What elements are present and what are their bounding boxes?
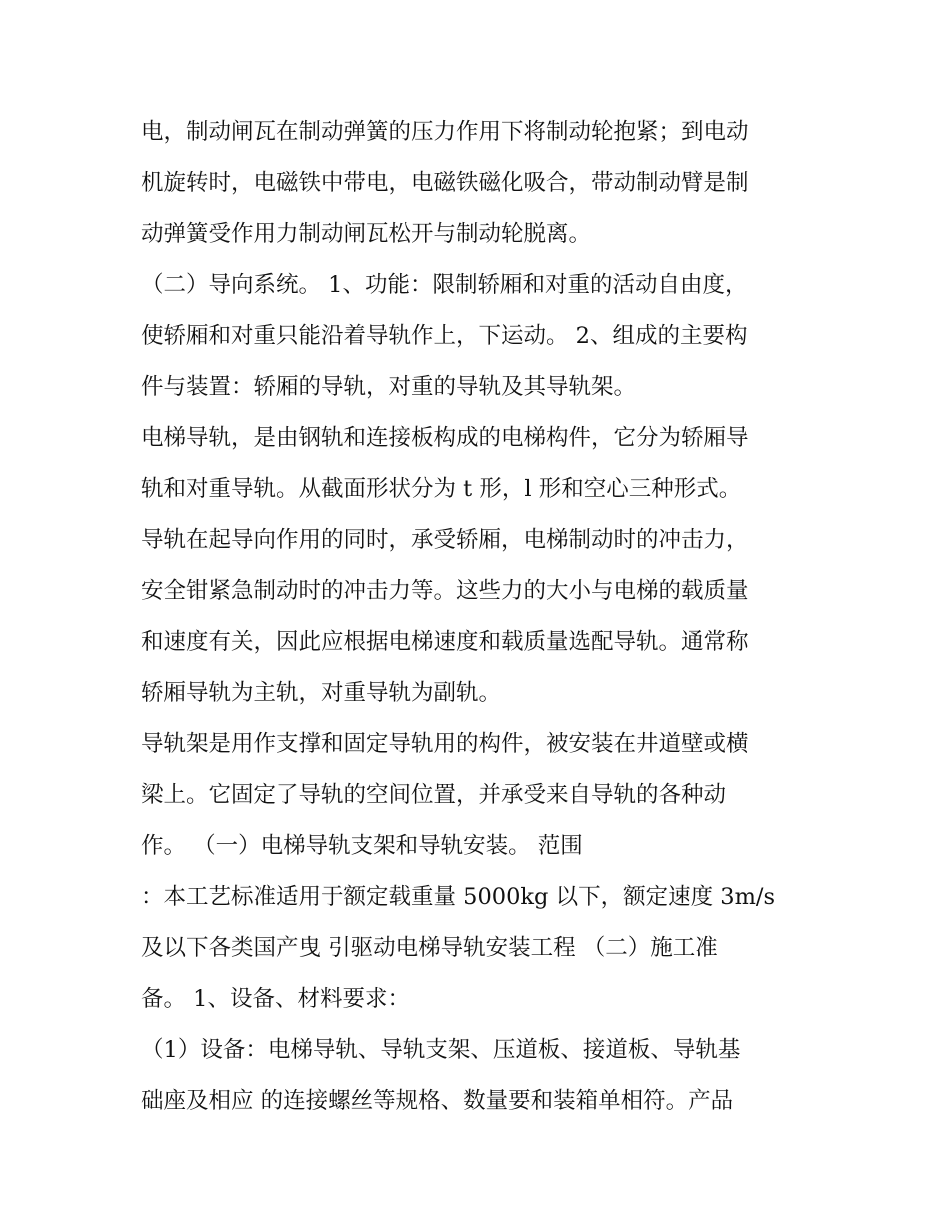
text-line: 机旋转时，电磁铁中带电，电磁铁磁化吸合，带动制动臂是制 [141,170,749,196]
text-line: 电梯导轨，是由钢轨和连接板构成的电梯构件，它分为轿厢导 [141,425,749,451]
text-line: 使轿厢和对重只能沿着导轨作上，下运动。 2、组成的主要构 [141,323,748,349]
text-line: 动弹簧受作用力制动闸瓦松开与制动轮脱离。 [141,221,592,247]
text-line: 轿厢导轨为主轨，对重导轨为副轨。 [141,680,502,706]
text-line: 安全钳紧急制动时的冲击力等。这些力的大小与电梯的载质量 [141,578,749,604]
text-line: 作。 （一）电梯导轨支架和导轨安装。 范围 [141,833,583,859]
text-line: 及以下各类国产曳 引驱动电梯导轨安装工程 （二）施工准 [141,935,718,961]
text-line: 础座及相应 的连接螺丝等规格、数量要和装箱单相符。产品 [141,1088,734,1114]
text-line: 和速度有关，因此应根据电梯速度和载质量选配导轨。通常称 [141,629,749,655]
document-body [141,107,821,1127]
text-line: 轨和对重导轨。从截面形状分为 t 形，l 形和空心三种形式。 [141,476,742,502]
text-line: （二）导向系统。 1、功能：限制轿厢和对重的活动自由度， [141,272,748,298]
text-line: 导轨在起导向作用的同时，承受轿厢，电梯制动时的冲击力， [141,527,749,553]
text-line: 梁上。它固定了导轨的空间位置，并承受来自导轨的各种动 [141,782,727,808]
text-line: ：本工艺标准适用于额定载重量 5000kg 以下，额定速度 3m/s [141,884,776,910]
text-line: 导轨架是用作支撑和固定导轨用的构件，被安装在井道壁或横 [141,731,749,757]
text-line: （1）设备：电梯导轨、导轨支架、压道板、接道板、导轨基 [141,1037,741,1063]
text-line: 电，制动闸瓦在制动弹簧的压力作用下将制动轮抱紧；到电动 [141,119,749,145]
text-line: 件与装置：轿厢的导轨，对重的导轨及其导轨架。 [141,374,637,400]
text-line: 备。 1、设备、材料要求： [141,986,410,1012]
